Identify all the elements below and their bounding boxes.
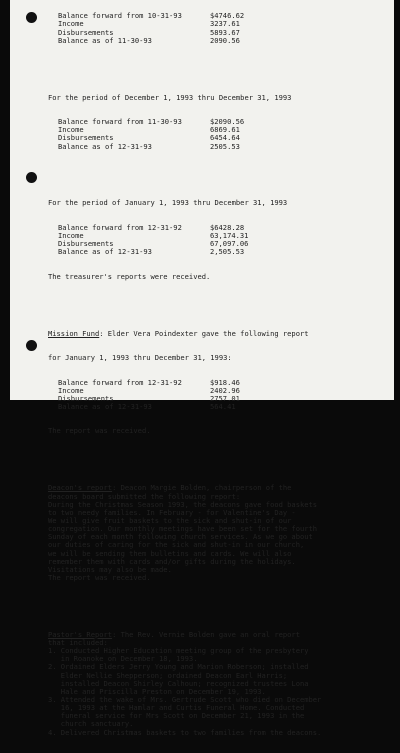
balance-value: $6428.28 bbox=[210, 222, 245, 232]
balance-value: 6454.64 bbox=[210, 133, 240, 143]
pastor-text: installed Deacon Shirley Calhoun; recognized trustees Lona bbox=[48, 678, 309, 688]
pastor-text: that included: bbox=[48, 638, 108, 648]
balance-label: Disbursements bbox=[58, 27, 114, 37]
balance-row bbox=[48, 143, 388, 151]
balance-label: Balance forward from 12-31-92 bbox=[58, 377, 182, 387]
balance-label: Income bbox=[58, 231, 84, 241]
pastor-text: church sanctuary. bbox=[48, 719, 134, 729]
balance-label: Balance as of 12-31-93 bbox=[58, 402, 152, 412]
deacon-text: our duties of caring for the sick and shut-in in our church, bbox=[48, 540, 305, 550]
balance-row bbox=[48, 403, 388, 411]
mission-fund-intro: : Elder Vera Poindexter gave the following report bbox=[99, 328, 309, 338]
pastor-text: Elder Nellie Shepperson; ordained Deacon Earl Harris; bbox=[48, 670, 288, 680]
binder-hole-middle bbox=[26, 172, 37, 183]
deacon-text: we will be sending them bulletins and cards. We will also bbox=[48, 548, 292, 558]
balance-value: $918.46 bbox=[210, 377, 240, 387]
pastor-text: 16, 1993 at the Hamlar and Curtis Funeral Home. Conducted bbox=[48, 703, 305, 713]
balance-label: Balance as of 11-30-93 bbox=[58, 35, 152, 45]
deacon-report bbox=[48, 484, 388, 582]
balance-value: 3237.61 bbox=[210, 19, 240, 29]
mission-note: The report was received. bbox=[48, 426, 151, 436]
january-heading: For the period of January 1, 1993 thru December 31, 1993 bbox=[48, 198, 288, 208]
balance-label: Disbursements bbox=[58, 133, 114, 143]
december-balance-block bbox=[48, 118, 388, 151]
pastor-text: Hale and Priscilla Preston on December 19, 1993. bbox=[48, 686, 266, 696]
pastor-text: : The Rev. Vernie Bolden gave an oral report bbox=[112, 629, 300, 639]
balance-value: 2090.56 bbox=[210, 35, 240, 45]
pastor-text: in Roanoke on December 18, 1993. bbox=[48, 654, 198, 664]
mission-balance-block bbox=[48, 379, 388, 412]
document-text bbox=[48, 0, 388, 753]
december-heading: For the period of December 1, 1993 thru December 31, 1993 bbox=[48, 92, 292, 102]
balance-value: 5893.67 bbox=[210, 27, 240, 37]
balance-label: Income bbox=[58, 385, 84, 395]
binder-hole-top bbox=[26, 12, 37, 23]
balance-row bbox=[48, 248, 388, 256]
balance-value: $4746.62 bbox=[210, 11, 245, 21]
pastor-line bbox=[48, 729, 388, 737]
balance-row bbox=[48, 37, 388, 45]
mission-fund-heading bbox=[48, 330, 388, 338]
pastor-text: 4. Delivered Christmas baskets to two families from the deacons. bbox=[48, 727, 322, 737]
january-balance-block bbox=[48, 224, 388, 257]
balance-label: Disbursements bbox=[58, 393, 114, 403]
balance-label: Balance forward from 12-31-92 bbox=[58, 222, 182, 232]
deacon-text: : Deacon Margie Bolden, chairperson of the bbox=[112, 483, 292, 493]
balance-value: 63,174.31 bbox=[210, 231, 249, 241]
balance-value: 564.41 bbox=[210, 402, 236, 412]
balance-value: 2402.96 bbox=[210, 385, 240, 395]
deacon-line bbox=[48, 574, 388, 582]
deacon-title: Deacon's report bbox=[48, 483, 113, 493]
pastor-text: 2. Ordained Elders Jerry Young and Marion Roberson; installed bbox=[48, 662, 309, 672]
balance-label: Balance forward from 10-31-93 bbox=[58, 11, 182, 21]
balance-label: Income bbox=[58, 125, 84, 135]
deacon-text: During the Christmas Season 1993, the deacons gave food baskets bbox=[48, 499, 318, 509]
mission-fund-title: Mission Fund bbox=[48, 328, 100, 338]
deacon-text: Sunday of each month following church services. As we go about bbox=[48, 532, 313, 542]
deacon-text: Visitations may also be made. bbox=[48, 564, 172, 574]
balance-value: 67,097.06 bbox=[210, 239, 249, 249]
balance-label: Income bbox=[58, 19, 84, 29]
pastor-report bbox=[48, 631, 388, 737]
balance-value: 2757.01 bbox=[210, 393, 240, 403]
deacon-text: congregation. Our monthly meetings have been set for the fourth bbox=[48, 524, 318, 534]
pastor-text: 3. Attended the wake of Mrs. Gertrude Scott who died on December bbox=[48, 695, 322, 704]
balance-label: Balance forward from 11-30-93 bbox=[58, 117, 182, 127]
pastor-text: 1. Conducted Higher Education meeting group of the presbytery bbox=[48, 646, 309, 656]
balance-value: $2090.56 bbox=[210, 117, 245, 127]
balance-label: Balance as of 12-31-93 bbox=[58, 247, 152, 257]
balance-label: Balance as of 12-31-93 bbox=[58, 141, 152, 151]
deacon-text: to two needy families. In February - for Valentine's Day - bbox=[48, 507, 296, 517]
deacon-text: We will give fruit baskets to the sick and shut-in of our bbox=[48, 515, 292, 525]
mission-fund-period: for January 1, 1993 thru December 31, 1993: bbox=[48, 353, 232, 363]
binder-hole-bottom bbox=[26, 340, 37, 351]
pastor-title: Pastor's Report bbox=[48, 629, 113, 639]
document-page bbox=[10, 0, 394, 737]
balance-label: Disbursements bbox=[58, 239, 114, 249]
pastor-text: funeral service for Mrs Scott on December 21, 1993 in the bbox=[48, 711, 305, 721]
balance-value: 6869.61 bbox=[210, 125, 240, 135]
top-balance-block bbox=[48, 12, 388, 45]
treasurer-note: The treasurer's reports were received. bbox=[48, 271, 211, 281]
deacon-text: deacons board submitted the following report: bbox=[48, 491, 241, 501]
deacon-text: The report was received. bbox=[48, 572, 151, 582]
balance-value: 2,505.53 bbox=[210, 247, 245, 257]
deacon-text: remember them with cards and/or gifts during the holidays. bbox=[48, 556, 296, 566]
balance-value: 2505.53 bbox=[210, 141, 240, 151]
